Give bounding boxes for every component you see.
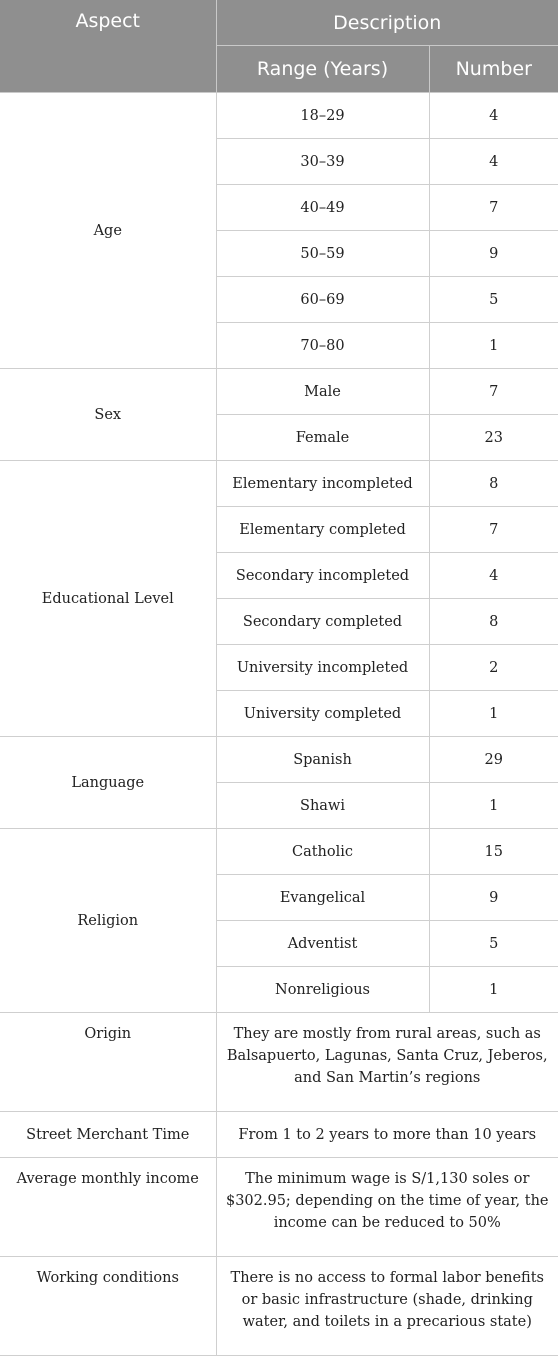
- number-cell: 9: [429, 231, 558, 277]
- table-row: [0, 369, 558, 415]
- table-row: [0, 829, 558, 875]
- detail-text-merchant-time: From 1 to 2 years to more than 10 years: [216, 1112, 558, 1158]
- detail-text-conditions: There is no access to formal labor benefits or basic infrastructure (shade, drinking water, and toilets in a precarious state): [216, 1257, 558, 1356]
- header-number: Number: [429, 46, 558, 93]
- range-cell: Elementary completed: [216, 507, 429, 553]
- number-cell: 23: [429, 415, 558, 461]
- table-row-origin: [0, 1013, 558, 1112]
- range-cell: Adventist: [216, 921, 429, 967]
- range-cell: Shawi: [216, 783, 429, 829]
- group-label-age: Age: [0, 93, 216, 369]
- detail-label-merchant-time: Street Merchant Time: [0, 1112, 216, 1158]
- number-cell: 2: [429, 645, 558, 691]
- range-cell: Evangelical: [216, 875, 429, 921]
- number-cell: 8: [429, 461, 558, 507]
- range-cell: Secondary incompleted: [216, 553, 429, 599]
- range-cell: Spanish: [216, 737, 429, 783]
- table-body: [0, 93, 558, 1356]
- header-description: Description: [216, 0, 558, 46]
- table-header: [0, 0, 558, 93]
- group-label-education: Educational Level: [0, 461, 216, 737]
- number-cell: 9: [429, 875, 558, 921]
- detail-label-income: Average monthly income: [0, 1158, 216, 1257]
- number-cell: 29: [429, 737, 558, 783]
- range-cell: Nonreligious: [216, 967, 429, 1013]
- detail-text-origin: They are mostly from rural areas, such as Balsapuerto, Lagunas, Santa Cruz, Jeberos, and San Martin’s regions: [216, 1013, 558, 1112]
- number-cell: 4: [429, 93, 558, 139]
- range-cell: Male: [216, 369, 429, 415]
- group-label-language: Language: [0, 737, 216, 829]
- number-cell: 7: [429, 369, 558, 415]
- number-cell: 5: [429, 277, 558, 323]
- table-row-income: [0, 1158, 558, 1257]
- number-cell: 1: [429, 691, 558, 737]
- number-cell: 7: [429, 185, 558, 231]
- range-cell: Catholic: [216, 829, 429, 875]
- range-cell: Female: [216, 415, 429, 461]
- group-label-religion: Religion: [0, 829, 216, 1013]
- detail-label-origin: Origin: [0, 1013, 216, 1112]
- header-range: Range (Years): [216, 46, 429, 93]
- table-row: [0, 461, 558, 507]
- number-cell: 5: [429, 921, 558, 967]
- number-cell: 4: [429, 139, 558, 185]
- table-row-conditions: [0, 1257, 558, 1356]
- range-cell: 70–80: [216, 323, 429, 369]
- number-cell: 1: [429, 783, 558, 829]
- table-row: [0, 737, 558, 783]
- range-cell: Elementary incompleted: [216, 461, 429, 507]
- number-cell: 8: [429, 599, 558, 645]
- range-cell: 50–59: [216, 231, 429, 277]
- range-cell: 40–49: [216, 185, 429, 231]
- header-aspect: Aspect: [0, 0, 216, 93]
- range-cell: University completed: [216, 691, 429, 737]
- detail-text-income: The minimum wage is S/1,130 soles or $302.95; depending on the time of year, the income can be reduced to 50%: [216, 1158, 558, 1257]
- range-cell: University incompleted: [216, 645, 429, 691]
- number-cell: 4: [429, 553, 558, 599]
- table-row: [0, 93, 558, 139]
- group-label-sex: Sex: [0, 369, 216, 461]
- number-cell: 1: [429, 967, 558, 1013]
- detail-label-conditions: Working conditions: [0, 1257, 216, 1356]
- number-cell: 15: [429, 829, 558, 875]
- table-row-merchant-time: [0, 1112, 558, 1158]
- range-cell: 18–29: [216, 93, 429, 139]
- number-cell: 7: [429, 507, 558, 553]
- range-cell: 60–69: [216, 277, 429, 323]
- number-cell: 1: [429, 323, 558, 369]
- range-cell: 30–39: [216, 139, 429, 185]
- range-cell: Secondary completed: [216, 599, 429, 645]
